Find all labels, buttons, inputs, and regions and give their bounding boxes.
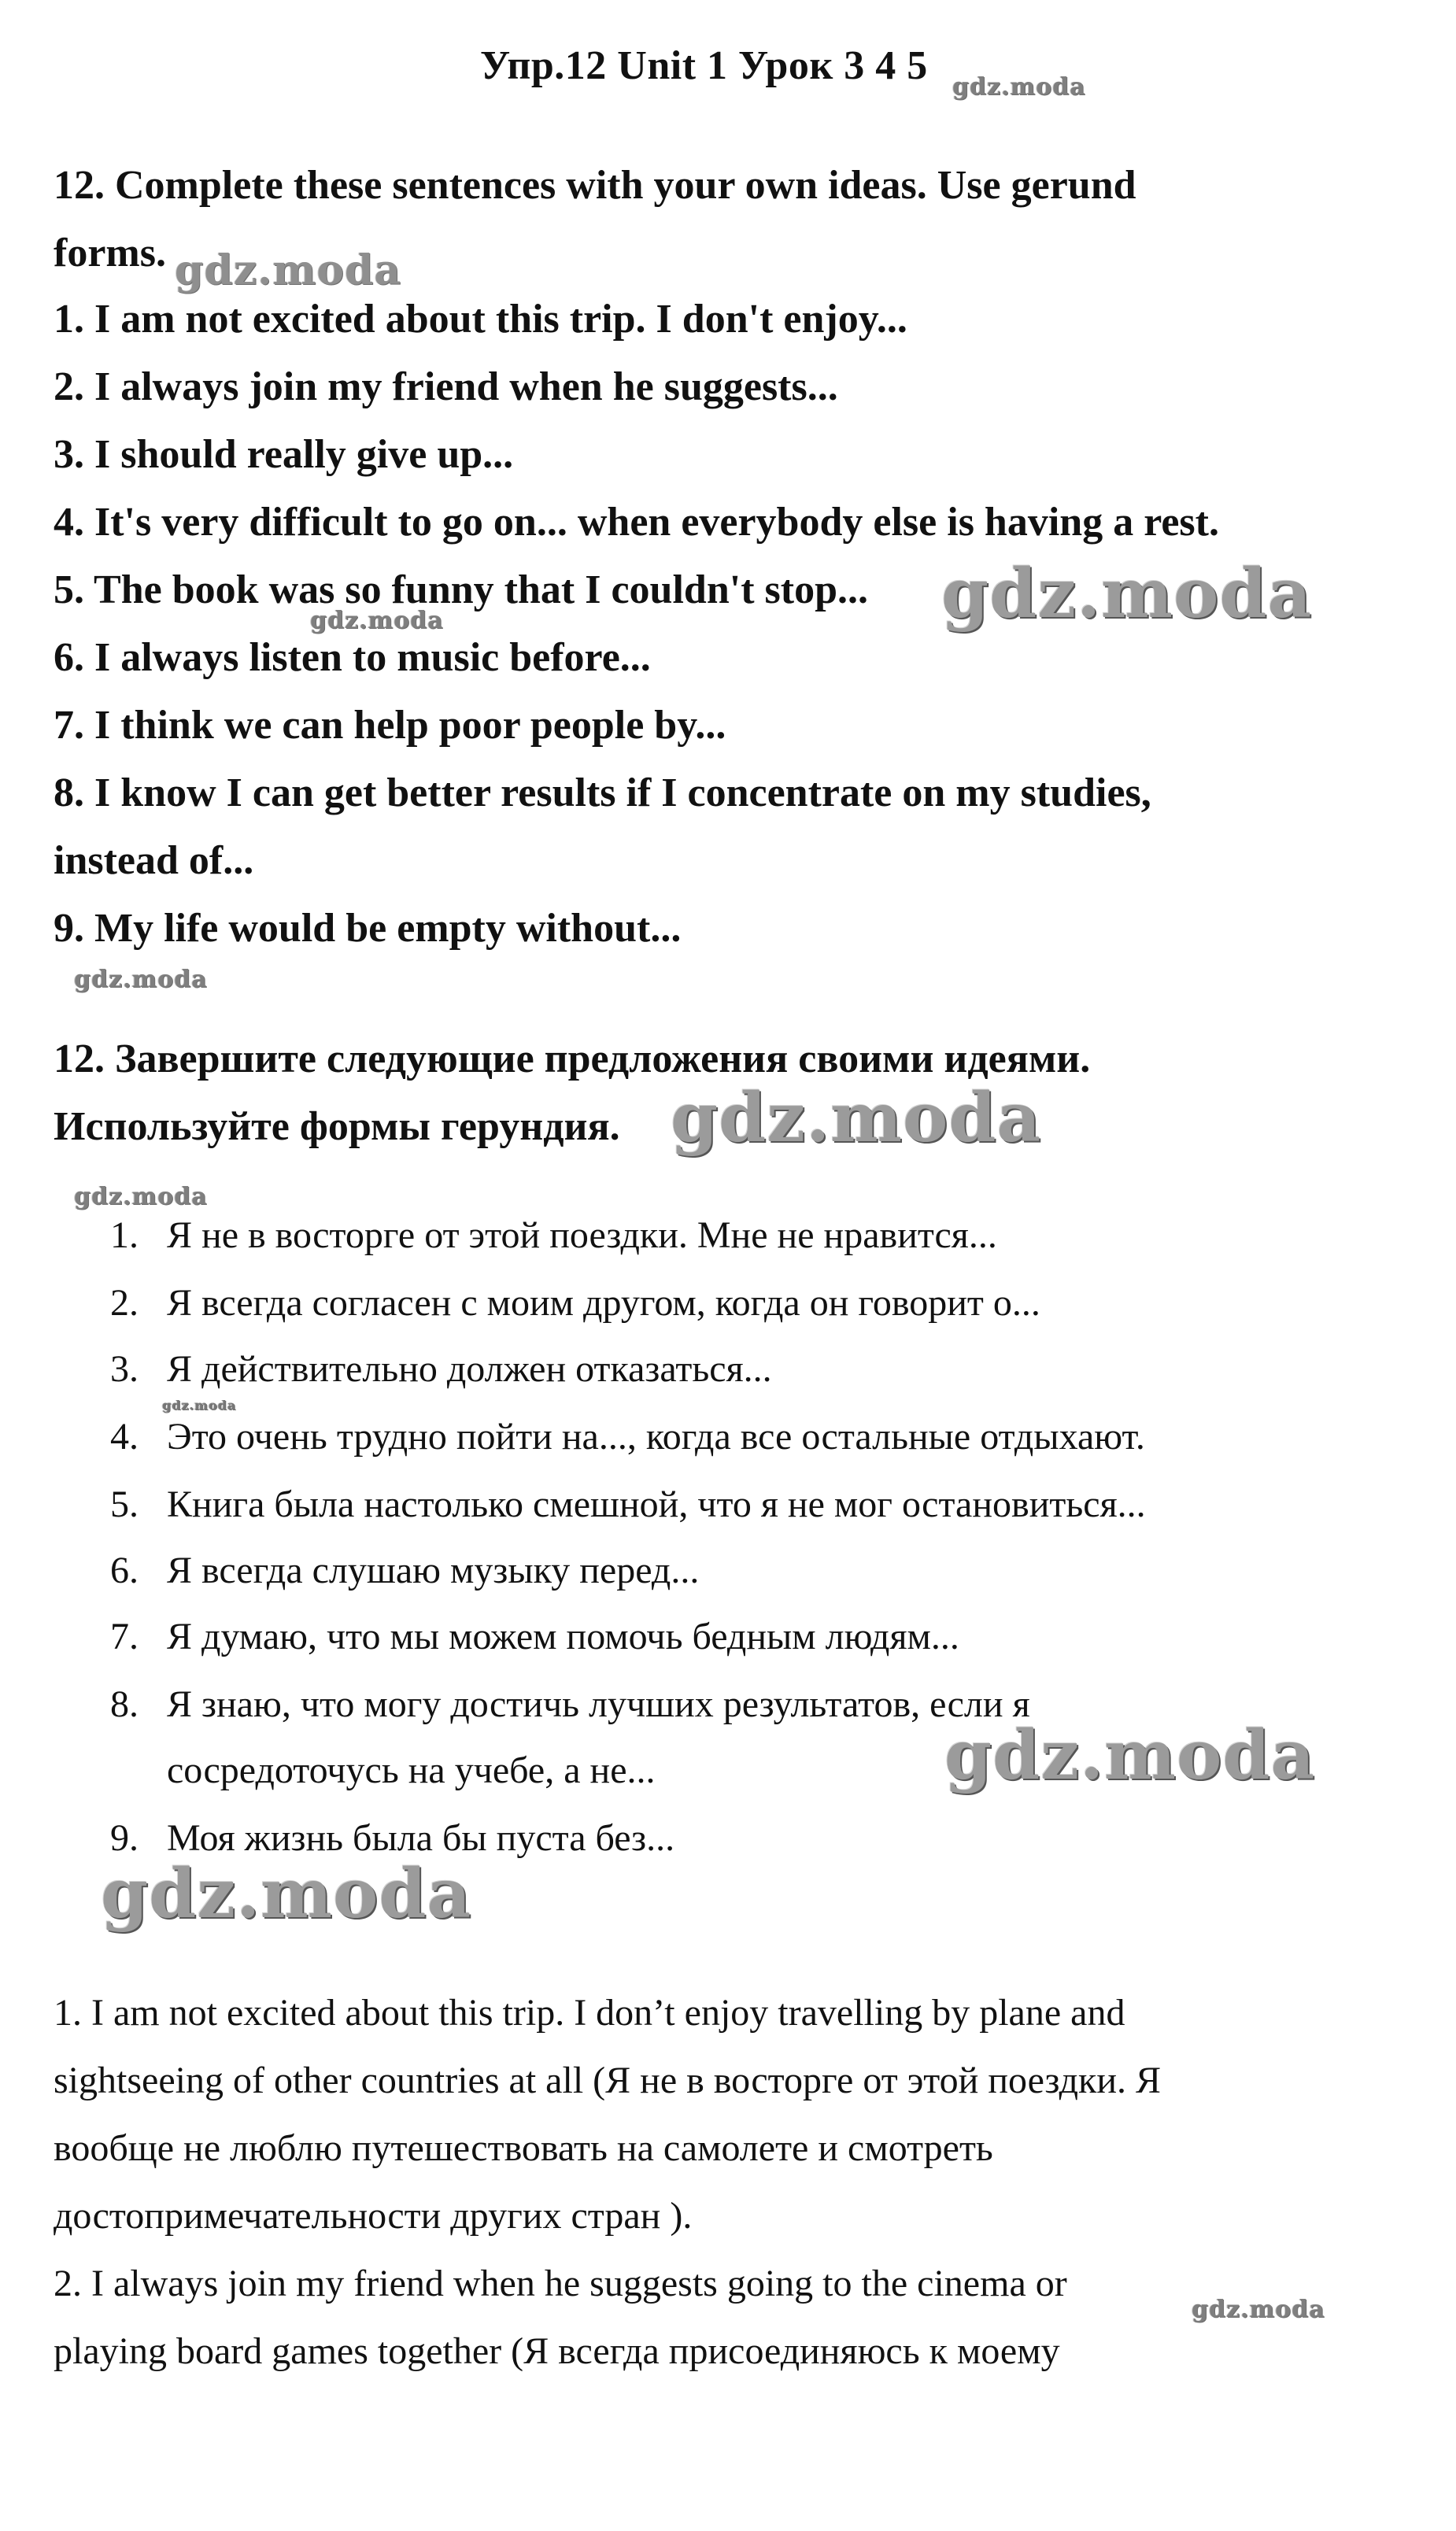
page-title: Упр.12 Unit 1 Урок 3 4 5 [480,43,928,88]
task-en-item-2: 2. I always join my friend when he suggests... [54,364,838,409]
watermark: gdz.moda [162,1398,237,1413]
task-ru-item-text: Моя жизнь была бы пуста без... [167,1817,675,1859]
task-en-item-3: 3. I should really give up... [54,432,514,477]
task-en-heading-line2: forms. [54,231,166,275]
task-ru-item-number: 7. [110,1616,139,1657]
task-ru-item-text: сосредоточусь на учебе, а не... [167,1750,656,1791]
task-en-item-8: 8. I know I can get better results if I concentrate on my studies, [54,770,1151,815]
task-ru-heading-line2: Используйте формы герундия. [54,1104,620,1149]
task-ru-item-text: Это очень трудно пойти на..., когда все остальные отдыхают. [167,1416,1145,1458]
task-ru-item-number: 1. [110,1214,139,1256]
answer-line-6: playing board games together (Я всегда присоединяюсь к моему [54,2330,1060,2372]
watermark: gdz.moda [101,1854,472,1934]
task-ru-item-text: Я всегда согласен с моим другом, когда он говорит о... [167,1282,1040,1324]
watermark: gdz.moda [74,966,208,993]
task-en-item-6: 6. I always listen to music before... [54,635,651,680]
task-ru-item-text: Я не в восторге от этой поездки. Мне не нравится... [167,1214,997,1256]
watermark: gdz.moda [671,1078,1042,1158]
task-ru-item-number: 2. [110,1282,139,1324]
task-ru-item-text: Книга была настолько смешной, что я не мог остановиться... [167,1483,1146,1525]
task-en-item-5: 5. The book was so funny that I couldn't stop... [54,567,868,612]
task-en-heading-line1: 12. Complete these sentences with your own ideas. Use gerund [54,163,1136,208]
watermark: gdz.moda [310,607,444,634]
task-ru-item-number: 9. [110,1817,139,1859]
watermark: gdz.moda [175,246,402,294]
task-ru-heading-line1: 12. Завершите следующие предложения своими идеями. [54,1036,1091,1081]
task-ru-item-text: Я действительно должен отказаться... [167,1348,772,1390]
answer-line-4: достопримечательности других стран ). [54,2195,693,2237]
task-ru-item-text: Я думаю, что мы можем помочь бедным людям... [167,1616,959,1657]
task-en-item-7: 7. I think we can help poor people by... [54,703,726,748]
task-ru-item-number: 3. [110,1348,139,1390]
task-ru-item-number: 4. [110,1416,139,1458]
task-ru-item-text: Я знаю, что могу достичь лучших результатов, если я [167,1683,1030,1725]
task-en-item-8-cont: instead of... [54,838,254,883]
answer-line-3: вообще не люблю путешествовать на самолете и смотреть [54,2127,993,2169]
task-ru-item-number: 8. [110,1683,139,1725]
answer-line-1: 1. I am not excited about this trip. I don’t enjoy travelling by plane and [54,1992,1125,2034]
watermark: gdz.moda [941,554,1313,634]
watermark: gdz.moda [944,1716,1316,1795]
watermark: gdz.moda [74,1183,208,1210]
answer-line-5: 2. I always join my friend when he suggests going to the cinema or [54,2263,1067,2304]
task-ru-item-number: 5. [110,1483,139,1525]
task-ru-item-number: 6. [110,1550,139,1591]
watermark: gdz.moda [952,73,1086,101]
task-ru-item-text: Я всегда слушаю музыку перед... [167,1550,700,1591]
task-en-item-9: 9. My life would be empty without... [54,906,682,951]
answer-line-2: sightseeing of other countries at all (Я не в восторге от этой поездки. Я [54,2060,1162,2101]
task-en-item-4: 4. It's very difficult to go on... when everybody else is having a rest. [54,500,1219,545]
task-en-item-1: 1. I am not excited about this trip. I don't enjoy... [54,297,907,342]
watermark: gdz.moda [1192,2296,1325,2323]
